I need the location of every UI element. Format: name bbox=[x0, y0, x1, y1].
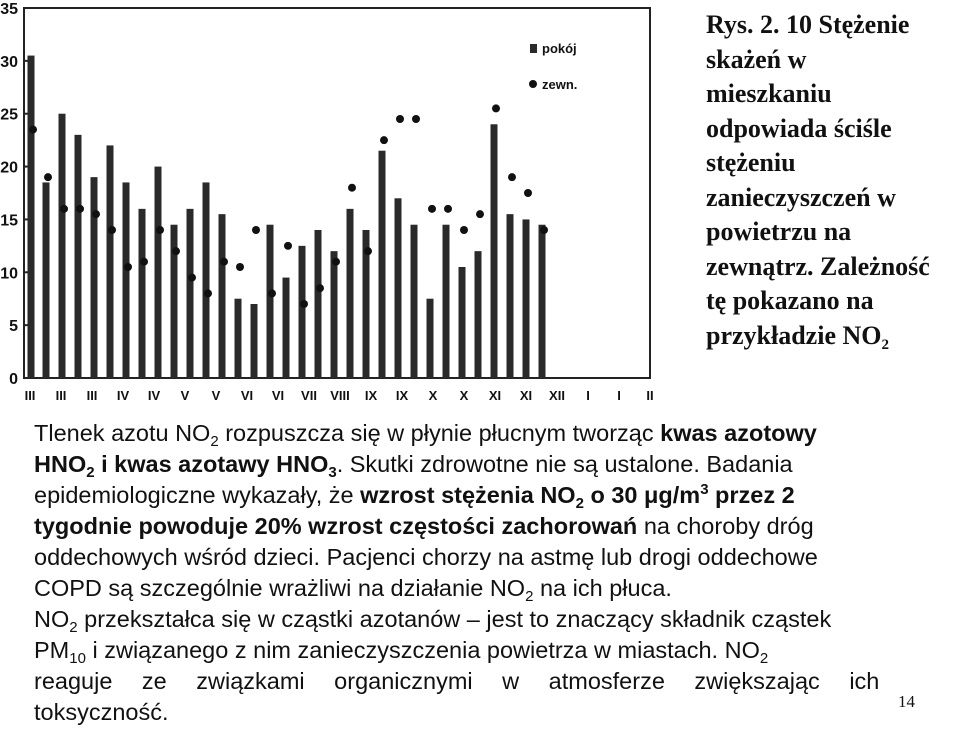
dot-point bbox=[508, 173, 516, 181]
bar bbox=[155, 167, 162, 378]
bar bbox=[443, 225, 450, 378]
dot-point bbox=[204, 289, 212, 297]
y-tick-label: 20 bbox=[0, 159, 18, 177]
dot-point bbox=[428, 205, 436, 213]
text: rozpuszcza się w płynie płucnym tworząc bbox=[218, 420, 661, 446]
bar bbox=[75, 135, 82, 378]
dot-point bbox=[92, 210, 100, 218]
bar bbox=[187, 209, 194, 378]
text: na choroby dróg bbox=[643, 513, 814, 539]
subscript: 10 bbox=[69, 650, 86, 667]
x-tick-label: IX bbox=[395, 388, 409, 403]
body-text bbox=[34, 418, 940, 728]
bar bbox=[347, 209, 354, 378]
bar bbox=[59, 114, 66, 378]
y-tick-label: 10 bbox=[0, 265, 18, 283]
caption-line: odpowiada ściśle bbox=[706, 113, 892, 143]
bold-text: wzrost stężenia NO bbox=[360, 482, 576, 508]
dot-point bbox=[524, 189, 532, 197]
bar bbox=[475, 251, 482, 378]
dot-point bbox=[348, 184, 356, 192]
text: przekształca się w cząstki azotanów – jest to znaczący składnik cząstek bbox=[77, 606, 832, 632]
y-tick-label: 35 bbox=[0, 1, 18, 18]
x-tick-label: II bbox=[646, 388, 654, 403]
x-tick-label: III bbox=[55, 388, 67, 403]
text-line bbox=[34, 418, 940, 449]
x-tick-label: I bbox=[617, 388, 621, 403]
dot-point bbox=[412, 115, 420, 123]
dot-point bbox=[236, 263, 244, 271]
subscript: 2 bbox=[86, 464, 95, 481]
x-tick-label: I bbox=[586, 388, 590, 403]
caption-line: powietrzu na bbox=[706, 217, 852, 246]
dot-point bbox=[460, 226, 468, 234]
x-tick-label: X bbox=[459, 388, 469, 403]
paragraph-1 bbox=[34, 418, 940, 604]
bar bbox=[107, 145, 114, 378]
dot-point bbox=[172, 247, 180, 255]
subscript: 3 bbox=[328, 464, 337, 481]
bar bbox=[331, 251, 338, 378]
bar bbox=[283, 278, 290, 378]
subscript: 2 bbox=[210, 433, 219, 450]
dot-point bbox=[492, 104, 500, 112]
x-tick-label: III bbox=[86, 388, 98, 403]
dot-point bbox=[380, 136, 388, 144]
y-tick-label: 25 bbox=[0, 106, 18, 124]
bar bbox=[411, 225, 418, 378]
text: epidemiologiczne wykazały, że bbox=[34, 482, 361, 508]
page-number: 14 bbox=[898, 692, 915, 711]
text-line bbox=[34, 573, 940, 604]
text: PM bbox=[34, 637, 70, 663]
bold-text: przez 2 bbox=[708, 482, 795, 508]
text: reaguje ze związkami organicznymi w atmosferze zwiększając ich bbox=[34, 668, 880, 694]
subscript: 2 bbox=[759, 650, 769, 667]
x-tick-label: XI bbox=[519, 388, 533, 403]
y-tick-label: 5 bbox=[9, 318, 18, 336]
x-tick-label: VI bbox=[240, 388, 254, 403]
bar bbox=[28, 56, 35, 378]
dot-point bbox=[108, 226, 116, 234]
x-tick-label: VII bbox=[301, 388, 317, 403]
x-tick-label: XI bbox=[488, 388, 502, 403]
dot-point bbox=[60, 205, 68, 213]
bold-text: o 30 μg/m bbox=[583, 482, 701, 508]
legend-bar-swatch bbox=[530, 44, 537, 53]
caption-line: Rys. 2. 10 Stężenie bbox=[706, 10, 910, 39]
bar bbox=[315, 230, 322, 378]
text-line: toksyczność. bbox=[34, 699, 169, 725]
x-tick-label: XII bbox=[549, 388, 565, 403]
text-line bbox=[34, 604, 940, 635]
x-tick-label: VIII bbox=[330, 388, 350, 403]
text: Tlenek azotu NO bbox=[34, 420, 211, 446]
bar bbox=[267, 225, 274, 378]
dot-point bbox=[284, 242, 292, 250]
bar bbox=[219, 214, 226, 378]
text: na ich płuca. bbox=[533, 575, 672, 601]
x-tick-label: V bbox=[180, 388, 190, 403]
bar bbox=[203, 182, 210, 378]
paragraph-2 bbox=[34, 604, 940, 728]
bold-text: tygodnie powoduje 20% wzrost częstości zachorowań bbox=[34, 513, 638, 539]
text: i związanego z nim zanieczyszczenia powietrza w miastach. NO bbox=[85, 637, 760, 663]
x-tick-label: X bbox=[428, 388, 438, 403]
bar bbox=[507, 214, 514, 378]
x-tick-label: IX bbox=[364, 388, 378, 403]
dot-point bbox=[124, 263, 132, 271]
bar bbox=[299, 246, 306, 378]
text: NO bbox=[34, 606, 70, 632]
bar bbox=[91, 177, 98, 378]
bar bbox=[395, 198, 402, 378]
text-line: oddechowych wśród dzieci. Pacjenci chorzy na astmę lub drogi oddechowe bbox=[34, 544, 818, 570]
figure-caption bbox=[706, 8, 956, 353]
x-tick-label: IV bbox=[116, 388, 130, 403]
bar bbox=[139, 209, 146, 378]
dot-point bbox=[268, 289, 276, 297]
bar bbox=[491, 124, 498, 378]
legend-label: pokój bbox=[542, 41, 577, 56]
legend-dot-swatch bbox=[529, 80, 537, 88]
caption-line: tę pokazano na bbox=[706, 286, 874, 315]
subscript: 2 bbox=[525, 588, 534, 605]
dot-point bbox=[156, 226, 164, 234]
x-tick-label: V bbox=[211, 388, 221, 403]
x-tick-label: III bbox=[24, 388, 36, 403]
caption-line: mieszkaniu bbox=[706, 79, 832, 108]
dot-point bbox=[76, 205, 84, 213]
subscript: 2 bbox=[69, 619, 78, 636]
superscript: 3 bbox=[700, 481, 709, 498]
caption-subscript: 2 bbox=[881, 336, 889, 353]
bar bbox=[459, 267, 466, 378]
dot-point bbox=[44, 173, 52, 181]
bar bbox=[251, 304, 258, 378]
dot-point bbox=[476, 210, 484, 218]
caption-line: zewnątrz. Zależność bbox=[706, 251, 930, 281]
dot-point bbox=[140, 258, 148, 266]
text-line bbox=[34, 480, 940, 511]
dot-point bbox=[332, 258, 340, 266]
legend-label: zewn. bbox=[542, 77, 578, 92]
dot-point bbox=[300, 300, 308, 308]
text-line bbox=[34, 666, 940, 697]
bar bbox=[43, 182, 50, 378]
text-line bbox=[34, 635, 940, 666]
x-tick-label: IV bbox=[147, 388, 161, 403]
caption-line: stężeniu bbox=[706, 148, 796, 177]
text: COPD są szczególnie wrażliwi na działanie NO bbox=[34, 575, 526, 601]
bar bbox=[427, 299, 434, 378]
dot-point bbox=[252, 226, 260, 234]
y-tick-label: 15 bbox=[0, 212, 18, 230]
bar bbox=[123, 182, 130, 378]
dot-point bbox=[316, 284, 324, 292]
subscript: 2 bbox=[575, 495, 584, 512]
dot-point bbox=[444, 205, 452, 213]
dot-point bbox=[188, 274, 196, 282]
no2-chart bbox=[0, 0, 700, 410]
caption-line-last bbox=[706, 319, 956, 354]
text: . Skutki zdrowotne nie są ustalone. Badania bbox=[336, 451, 793, 477]
dot-point bbox=[396, 115, 404, 123]
bold-text: kwas azotowy bbox=[660, 420, 817, 446]
dot-point bbox=[364, 247, 372, 255]
text-line bbox=[34, 449, 940, 480]
text-line bbox=[34, 511, 940, 542]
dot-point bbox=[220, 258, 228, 266]
x-tick-label: VI bbox=[271, 388, 285, 403]
y-tick-label: 0 bbox=[9, 371, 18, 388]
bold-text: i kwas azotawy HNO bbox=[94, 451, 329, 477]
bar bbox=[523, 219, 530, 378]
dot-point bbox=[540, 226, 548, 234]
caption-line-text: przykładzie NO bbox=[706, 320, 882, 350]
caption-line: skażeń w bbox=[706, 44, 807, 74]
bar bbox=[379, 151, 386, 378]
bar bbox=[539, 225, 546, 378]
dot-point bbox=[29, 126, 37, 134]
bold-text: HNO bbox=[34, 451, 87, 477]
chart-svg bbox=[0, 0, 700, 410]
bar bbox=[235, 299, 242, 378]
y-tick-label: 30 bbox=[0, 53, 18, 71]
caption-line: zanieczyszczeń w bbox=[706, 182, 896, 212]
